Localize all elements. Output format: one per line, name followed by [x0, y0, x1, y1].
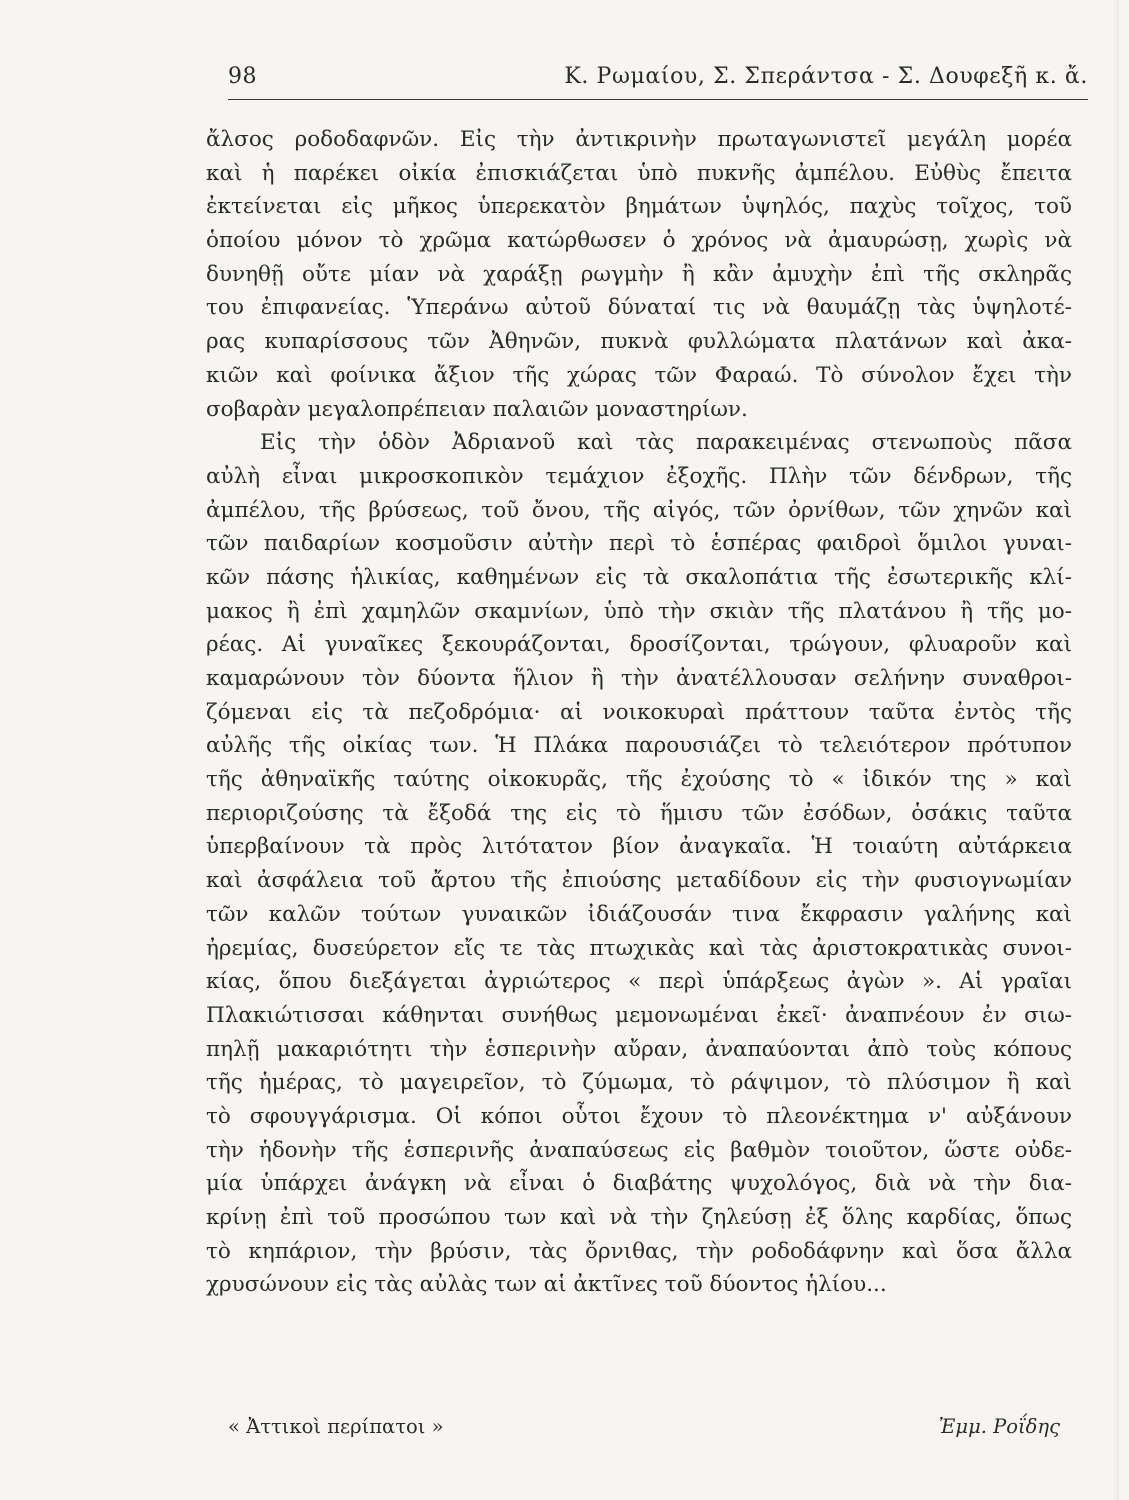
text-line: του ἐπιφανείας. Ὑπεράνω αὐτοῦ δύναταί τις νὰ θαυμάζῃ τὰς ὑψηλοτέ- — [206, 295, 1072, 321]
text-line: πηλῇ μακαριότητι τὴν ἑσπερινὴν αὔραν, ἀναπαύονται ἀπὸ τοὺς κόπους — [206, 1036, 1072, 1062]
text-line: κῶν πάσης ἡλικίας, καθημένων εἰς τὰ σκαλοπάτια τῆς ἐσωτερικῆς κλί- — [206, 564, 1072, 590]
text-line: μακος ἢ ἐπὶ χαμηλῶν σκαμνίων, ὑπὸ τὴν σκιὰν τῆς πλατάνου ἢ τῆς μο- — [206, 598, 1072, 624]
text-line: δυνηθῇ οὔτε μίαν νὰ χαράξῃ ρωγμὴν ἢ κἂν ἀμυχὴν ἐπὶ τῆς σκληρᾶς — [206, 261, 1072, 287]
text-line: ρέας. Αἱ γυναῖκες ξεκουράζονται, δροσίζονται, τρώγουν, φλυαροῦν καὶ — [206, 632, 1072, 658]
text-line: ὑπερβαίνουν τὰ πρὸς λιτότατον βίον ἀναγκαῖα. Ἡ τοιαύτη αὐτάρκεια — [206, 834, 1072, 860]
text-line: περιοριζούσης τὰ ἔξοδά της εἰς τὸ ἥμισυ τῶν ἐσόδων, ὁσάκις ταῦτα — [206, 800, 1072, 826]
text-line: Πλακιώτισσαι κάθηνται συνήθως μεμονωμέναι ἐκεῖ· ἀναπνέουν ἐν σιω- — [206, 1002, 1072, 1028]
paragraph-1 — [206, 123, 1072, 426]
text-line: καμαρώνουν τὸν δύοντα ἥλιον ἢ τὴν ἀνατέλλουσαν σελήνην συναθροι- — [206, 666, 1072, 691]
text-line: αὐλὴ εἶναι μικροσκοπικὸν τεμάχιον ἐξοχῆς. Πλὴν τῶν δένδρων, τῆς — [206, 463, 1072, 489]
running-head: Κ. Ρωμαίου, Σ. Σπεράντσα - Σ. Δουφεξῆ κ. ἄ. — [564, 64, 1088, 89]
text-line: τὴν ἡδονὴν τῆς ἑσπερινῆς ἀναπαύσεως εἰς βαθμὸν τοιοῦτον, ὥστε οὐδε- — [206, 1137, 1072, 1163]
text-line: Εἰς τὴν ὁδὸν Ἀδριανοῦ καὶ τὰς παρακειμένας στενωποὺς πᾶσα — [260, 430, 1072, 456]
paragraph-2 — [206, 426, 1072, 1302]
text-line: ἐκτείνεται εἰς μῆκος ὑπερεκατὸν βημάτων ὑψηλός, παχὺς τοῖχος, τοῦ — [206, 194, 1072, 220]
page-edge-shadow — [1113, 0, 1119, 1500]
text-line: κρίνῃ ἐπὶ τοῦ προσώπου των καὶ νὰ τὴν ζηλεύσῃ ἐξ ὅλης καρδίας, ὅπως — [206, 1205, 1072, 1230]
text-line: σοβαρὰν μεγαλοπρέπειαν παλαιῶν μοναστηρίων. — [206, 396, 748, 422]
text-line: ἄλσος ροδοδαφνῶν. Εἰς τὴν ἀντικρινὴν πρωταγωνιστεῖ μεγάλη μορέα — [206, 127, 1072, 152]
author-name: Ἐμμ. Ροΐδης — [938, 1415, 1060, 1438]
body-text — [206, 123, 1072, 1302]
text-line: ἠρεμίας, δυσεύρετον εἴς τε τὰς πτωχικὰς καὶ τὰς ἀριστοκρατικὰς συνοι- — [206, 935, 1072, 961]
text-line: ὁποίου μόνον τὸ χρῶμα κατώρθωσεν ὁ χρόνος νὰ ἀμαυρώσῃ, χωρὶς νὰ — [206, 228, 1072, 254]
text-line: τῶν καλῶν τούτων γυναικῶν ἰδιάζουσάν τινα ἔκφρασιν γαλήνης καὶ — [206, 901, 1072, 927]
text-line: κιῶν καὶ φοίνικα ἄξιον τῆς χώρας τῶν Φαραώ. Τὸ σύνολον ἔχει τὴν — [206, 362, 1072, 388]
text-line: αὐλῆς τῆς οἰκίας των. Ἡ Πλάκα παρουσιάζει τὸ τελειότερον πρότυπον — [206, 733, 1072, 759]
header-rule — [228, 99, 1088, 100]
text-line: μία ὑπάρχει ἀνάγκη νὰ εἶναι ὁ διαβάτης ψυχολόγος, διὰ νὰ τὴν δια- — [206, 1171, 1072, 1197]
page-number: 98 — [228, 64, 257, 89]
source-title: « Ἀττικοὶ περίπατοι » — [228, 1415, 444, 1438]
text-line: καὶ ἀσφάλεια τοῦ ἄρτου τῆς ἐπιούσης μεταδίδουν εἰς τὴν φυσιογνωμίαν — [206, 868, 1072, 894]
text-line: καὶ ἡ παρέκει οἰκία ἐπισκιάζεται ὑπὸ πυκνῆς ἀμπέλου. Εὐθὺς ἔπειτα — [206, 160, 1072, 186]
text-line: τὸ σφουγγάρισμα. Οἱ κόποι οὗτοι ἔχουν τὸ πλεονέκτημα ν' αὐξάνουν — [206, 1103, 1072, 1129]
text-line: ἀμπέλου, τῆς βρύσεως, τοῦ ὄνου, τῆς αἰγός, τῶν ὀρνίθων, τῶν χηνῶν καὶ — [206, 497, 1072, 523]
text-line: χρυσώνουν εἰς τὰς αὐλὰς των αἱ ἀκτῖνες τοῦ δύοντος ἡλίου... — [206, 1272, 887, 1298]
text-line: τῆς ἡμέρας, τὸ μαγειρεῖον, τὸ ζύμωμα, τὸ ράψιμον, τὸ πλύσιμον ἢ καὶ — [206, 1070, 1072, 1096]
text-line: ρας κυπαρίσσους τῶν Ἀθηνῶν, πυκνὰ φυλλώματα πλατάνων καὶ ἀκα- — [206, 329, 1072, 355]
text-line: τὸ κηπάριον, τὴν βρύσιν, τὰς ὄρνιθας, τὴν ροδοδάφνην καὶ ὅσα ἄλλα — [206, 1238, 1072, 1264]
page-header — [228, 64, 1088, 98]
text-line: κίας, ὅπου διεξάγεται ἀγριώτερος « περὶ ὑπάρξεως ἀγὼν ». Αἱ γραῖαι — [206, 969, 1072, 995]
citation-footer — [228, 1415, 1060, 1447]
text-line: τῆς ἀθηναϊκῆς ταύτης οἰκοκυρᾶς, τῆς ἐχούσης τὸ « ἰδικόν της » καὶ — [206, 767, 1072, 793]
text-line: ζόμεναι εἰς τὰ πεζοδρόμια· αἱ νοικοκυραὶ πράττουν ταῦτα ἐντὸς τῆς — [206, 699, 1072, 725]
text-line: τῶν παιδαρίων κοσμοῦσιν αὐτὴν περὶ τὸ ἑσπέρας φαιδροὶ ὅμιλοι γυναι- — [206, 531, 1072, 557]
